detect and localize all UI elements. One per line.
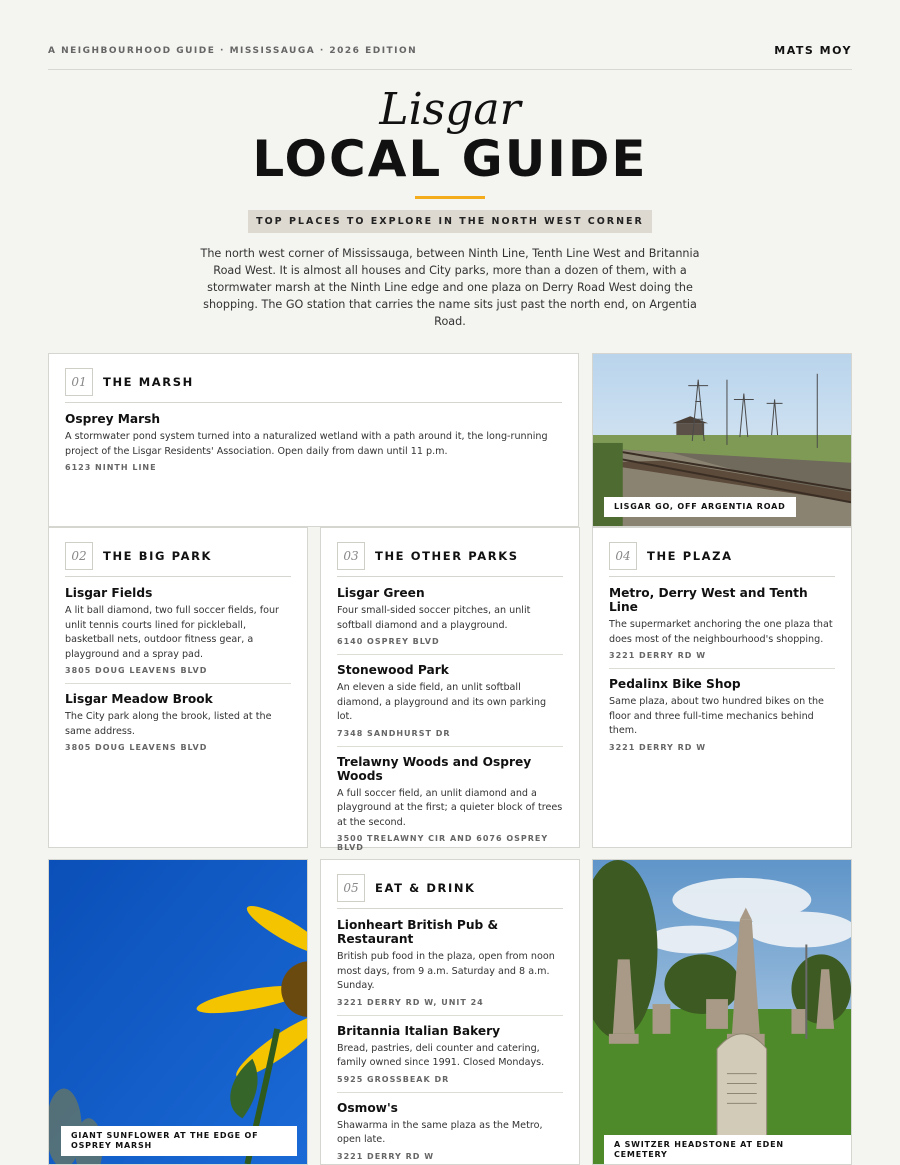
section-card-plaza [592,527,852,848]
section-number: 05 [337,874,365,902]
photo-caption: GIANT SUNFLOWER AT THE EDGE OF OSPREY MARSH [61,1126,297,1156]
entry-description: Four small-sided soccer pitches, an unlit softball diamond and a playground. [337,605,531,631]
photo-cemetery [592,859,852,1165]
entry-name: Pedalinx Bike Shop [609,677,741,691]
section-card-marsh [48,353,579,527]
section-title: THE BIG PARK [103,549,213,563]
cemetery-image [593,860,851,1164]
list-item [65,692,291,760]
photo-caption: A SWITZER HEADSTONE AT EDEN CEMETERY [604,1135,851,1165]
entry-description: A lit ball diamond, two full soccer fields, four unlit tennis courts lined for pickleball, basketball nets, outdoor fitness gear, a playground and a spray pad. [65,605,279,660]
top-bar [48,44,852,70]
photo-go-station [592,353,852,527]
list-item [337,586,563,655]
section-number: 01 [65,368,93,396]
entry-description: A stormwater pond system turned into a naturalized wetland with a path around it, the long-running project of the Lisgar Residents' Association. Open daily from dawn until 11 p.m. [65,431,548,457]
entry-description: The City park along the brook, listed at the same address. [65,711,272,737]
entry-description: Same plaza, about two hundred bikes on the floor and three full-time mechanics behind them. [609,696,824,736]
entry-list [337,586,563,868]
list-item [609,586,835,669]
section-title: THE OTHER PARKS [375,549,519,563]
entry-description: Bread, pastries, deli counter and catering, family owned since 1991. Closed Mondays. [337,1042,545,1068]
section-number: 02 [65,542,93,570]
entry-name: Lionheart British Pub & Restaurant [337,918,499,946]
list-item [337,755,563,861]
entry-address: 6123 NINTH LINE [65,463,157,472]
subtitle-banner: TOP PLACES TO EXPLORE IN THE NORTH WEST CORNER [248,210,652,233]
author-name: MATS MOY [774,44,852,57]
entry-address: 3221 DERRY RD W, UNIT 24 [337,997,484,1007]
entry-address: 3500 TRELAWNY CIR AND 6076 OSPREY BLVD [337,834,549,852]
entry-list [337,918,563,1165]
section-header [337,542,563,577]
sunflower-image [49,860,307,1164]
section-header [609,542,835,577]
entry-description: An eleven a side field, an unlit softball diamond, a playground and its own parking lot. [337,682,547,722]
entry-name: Lisgar Fields [65,586,153,600]
entry-name: Metro, Derry West and Tenth Line [609,586,808,614]
list-item [65,412,562,480]
section-card-other-parks [320,527,580,852]
section-number: 04 [609,542,637,570]
photo-caption: LISGAR GO, OFF ARGENTIA ROAD [604,497,796,517]
entry-name: Lisgar Green [337,586,425,600]
list-item [337,1024,563,1093]
section-number: 03 [337,542,365,570]
entry-description: Shawarma in the same plaza as the Metro, open late. [337,1119,543,1145]
entry-name: Stonewood Park [337,663,449,677]
entry-description: British pub food in the plaza, open from noon most days, from 9 a.m. Saturday and 8 a.m. Sunday. [337,951,555,991]
entry-address: 3805 DOUG LEAVENS BLVD [65,743,208,752]
entry-name: Lisgar Meadow Brook [65,692,213,706]
section-header [65,542,291,577]
entry-name: Trelawny Woods and Osprey Woods [337,754,532,783]
entry-description: The supermarket anchoring the one plaza that does most of the neighbourhood's shopping. [609,619,833,645]
section-card-big-park [48,527,308,848]
entry-address: 6140 OSPREY BLVD [337,637,440,646]
accent-rule [415,196,485,199]
entry-name: Osprey Marsh [65,412,161,426]
entry-name: Osmow's [337,1100,398,1115]
section-card-eat-drink [320,859,580,1165]
photo-sunflower [48,859,308,1165]
entry-list [65,586,291,768]
entry-address: 3221 DERRY RD W [609,742,707,752]
entry-address: 3805 DOUG LEAVENS BLVD [65,666,208,675]
entry-description: A full soccer field, an unlit diamond and a playground at the first; a quieter block of trees at the second. [337,787,563,828]
intro-paragraph: The north west corner of Mississauga, between Ninth Line, Tenth Line West and Britannia Road West. It is almost all houses and City parks, more than a dozen of them, with a stormwater marsh at the Ninth Line edge and one plaza on Derry Road West doing the shopping. The GO station that carries the name sits just past the north end, on Argentia Road. [200,247,700,328]
entry-list [609,586,835,768]
list-item [337,918,563,1016]
section-header [337,874,563,909]
entry-address: 7348 SANDHURST DR [337,728,451,738]
section-title: THE MARSH [103,375,194,389]
entry-name: Britannia Italian Bakery [337,1023,501,1038]
list-item [609,677,835,760]
section-title: THE PLAZA [647,549,733,563]
page-title: LOCAL GUIDE [252,130,648,188]
entry-address: 3221 DERRY RD W [337,1151,435,1161]
entry-list [65,412,562,488]
list-item [337,663,563,747]
guide-kicker: A NEIGHBOURHOOD GUIDE · MISSISSAUGA · 2026 EDITION [48,46,418,56]
section-title: EAT & DRINK [375,881,476,895]
title-script: Lisgar [379,84,521,135]
section-header [65,368,562,403]
entry-address: 3221 DERRY RD W [609,651,707,660]
entry-address: 5925 GROSSBEAK DR [337,1074,450,1084]
list-item [65,586,291,684]
list-item [337,1101,563,1165]
